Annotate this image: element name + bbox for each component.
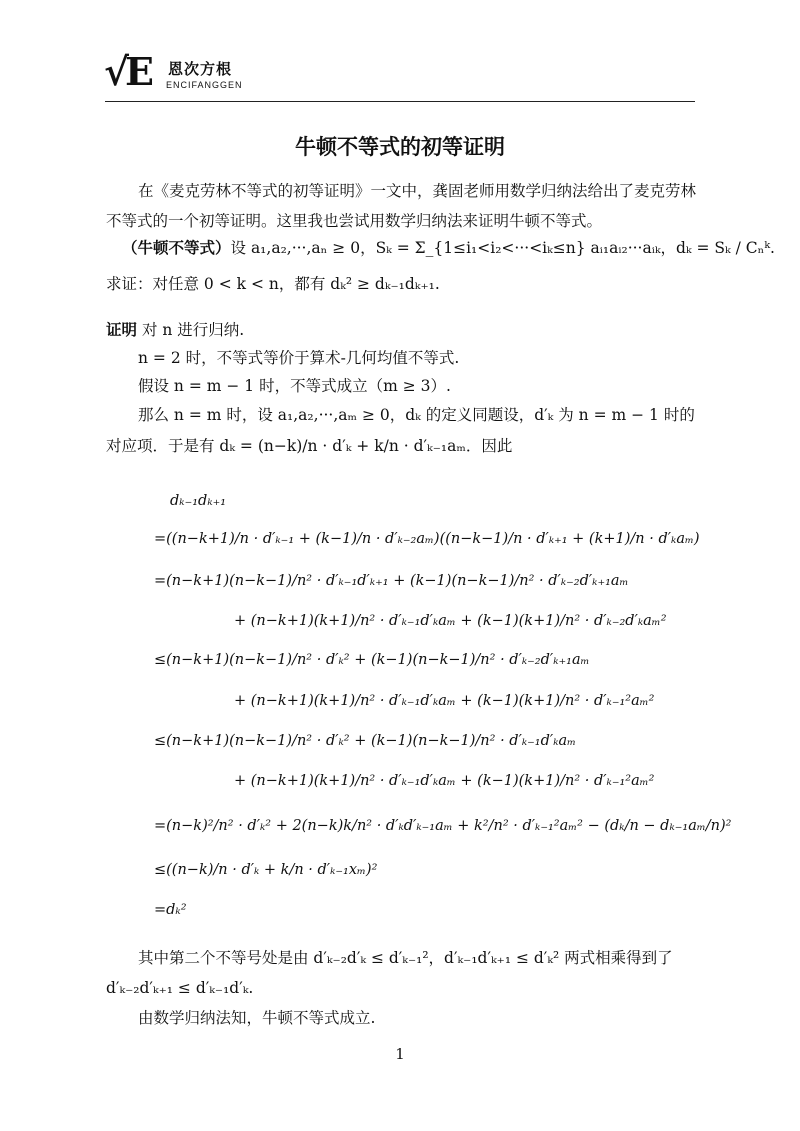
equation-line-6: + (n−k+1)(k+1)/n² · d′ₖ₋₁d′ₖaₘ + (k−1)(k+1)/n² · d′ₖ₋₁²aₘ² — [234, 693, 655, 709]
equation-line-3: =(n−k+1)(n−k−1)/n² · d′ₖ₋₁d′ₖ₊₁ + (k−1)(n−k−1)/n² · d′ₖ₋₂d′ₖ₊₁aₘ — [154, 573, 629, 589]
equation-line-9: =(n−k)²/n² · d′ₖ² + 2(n−k)k/n² · d′ₖd′ₖ₋₁aₘ + k²/n² · d′ₖ₋₁²aₘ² − (dₖ/n − dₖ₋₁aₘ/n)² — [154, 818, 732, 834]
intro-paragraph: 在《麦克劳林不等式的初等证明》一文中，龚固老师用数学归纳法给出了麦克劳林不等式的一个初等证明。这里我也尝试用数学归纳法来证明牛顿不等式。 — [106, 182, 697, 230]
logo-name-en: ENCIFANGGEN — [166, 80, 243, 90]
logo — [104, 50, 304, 102]
logo-name-cn: 恩次方根 — [168, 60, 233, 78]
logo-mark: √E — [104, 49, 150, 94]
closing-line-2: d′ₖ₋₂d′ₖ₊₁ ≤ d′ₖ₋₁d′ₖ. — [106, 979, 254, 997]
equation-line-10: ≤((n−k)/n · d′ₖ + k/n · d′ₖ₋₁xₘ)² — [154, 862, 378, 878]
theorem-statement — [122, 234, 775, 262]
theorem-label: （牛顿不等式） — [122, 239, 231, 257]
proof-line-2: n = 2 时，不等式等价于算术-几何均值不等式. — [138, 349, 460, 367]
proof-line-3: 假设 n = m − 1 时，不等式成立（m ≥ 3）. — [138, 377, 451, 395]
equation-line-8: + (n−k+1)(k+1)/n² · d′ₖ₋₁d′ₖaₘ + (k−1)(k+1)/n² · d′ₖ₋₁²aₘ² — [234, 773, 655, 789]
document-title: 牛顿不等式的初等证明 — [295, 135, 505, 159]
proof-line-5: 对应项．于是有 dₖ = (n−k)/n · d′ₖ + k/n · d′ₖ₋₁aₘ．因此 — [106, 437, 513, 455]
equation-line-2: =((n−k+1)/n · d′ₖ₋₁ + (k−1)/n · d′ₖ₋₂aₘ)((n−k−1)/n · d′ₖ₊₁ + (k+1)/n · d′ₖaₘ) — [154, 531, 700, 547]
equation-line-1: dₖ₋₁dₖ₊₁ — [170, 493, 227, 509]
header-divider — [105, 101, 695, 102]
closing-line-1: 其中第二个不等号处是由 d′ₖ₋₂d′ₖ ≤ d′ₖ₋₁²，d′ₖ₋₁d′ₖ₊₁ ≤ d′ₖ² 两式相乘得到了 — [138, 949, 673, 967]
proof-label: 证明 — [106, 321, 138, 339]
equation-line-7: ≤(n−k+1)(n−k−1)/n² · d′ₖ² + (k−1)(n−k−1)/n² · d′ₖ₋₁d′ₖaₘ — [154, 733, 577, 749]
equation-line-11: =dₖ² — [154, 902, 187, 918]
closing-line-3: 由数学归纳法知，牛顿不等式成立. — [138, 1009, 376, 1027]
equation-line-5: ≤(n−k+1)(n−k−1)/n² · d′ₖ² + (k−1)(n−k−1)/n² · d′ₖ₋₂d′ₖ₊₁aₘ — [154, 652, 590, 668]
proof-line-4: 那么 n = m 时，设 a₁,a₂,···,aₘ ≥ 0，dₖ 的定义同题设，d′ₖ 为 n = m − 1 时的 — [138, 406, 695, 424]
theorem-body: 设 a₁,a₂,···,aₙ ≥ 0，Sₖ = Σ_{1≤i₁<i₂<···<iₖ≤n} aᵢ₁aᵢ₂···aᵢₖ，dₖ = Sₖ / Cₙᵏ. — [230, 239, 775, 257]
equation-line-4: + (n−k+1)(k+1)/n² · d′ₖ₋₁d′ₖaₘ + (k−1)(k+1)/n² · d′ₖ₋₂d′ₖaₘ² — [234, 613, 667, 629]
proof-line-1-text: 对 n 进行归纳. — [141, 321, 245, 339]
proof-line-1 — [106, 316, 244, 344]
page-number: 1 — [395, 1045, 405, 1063]
theorem-claim: 求证：对任意 0 < k < n，都有 dₖ² ≥ dₖ₋₁dₖ₊₁. — [106, 275, 440, 293]
